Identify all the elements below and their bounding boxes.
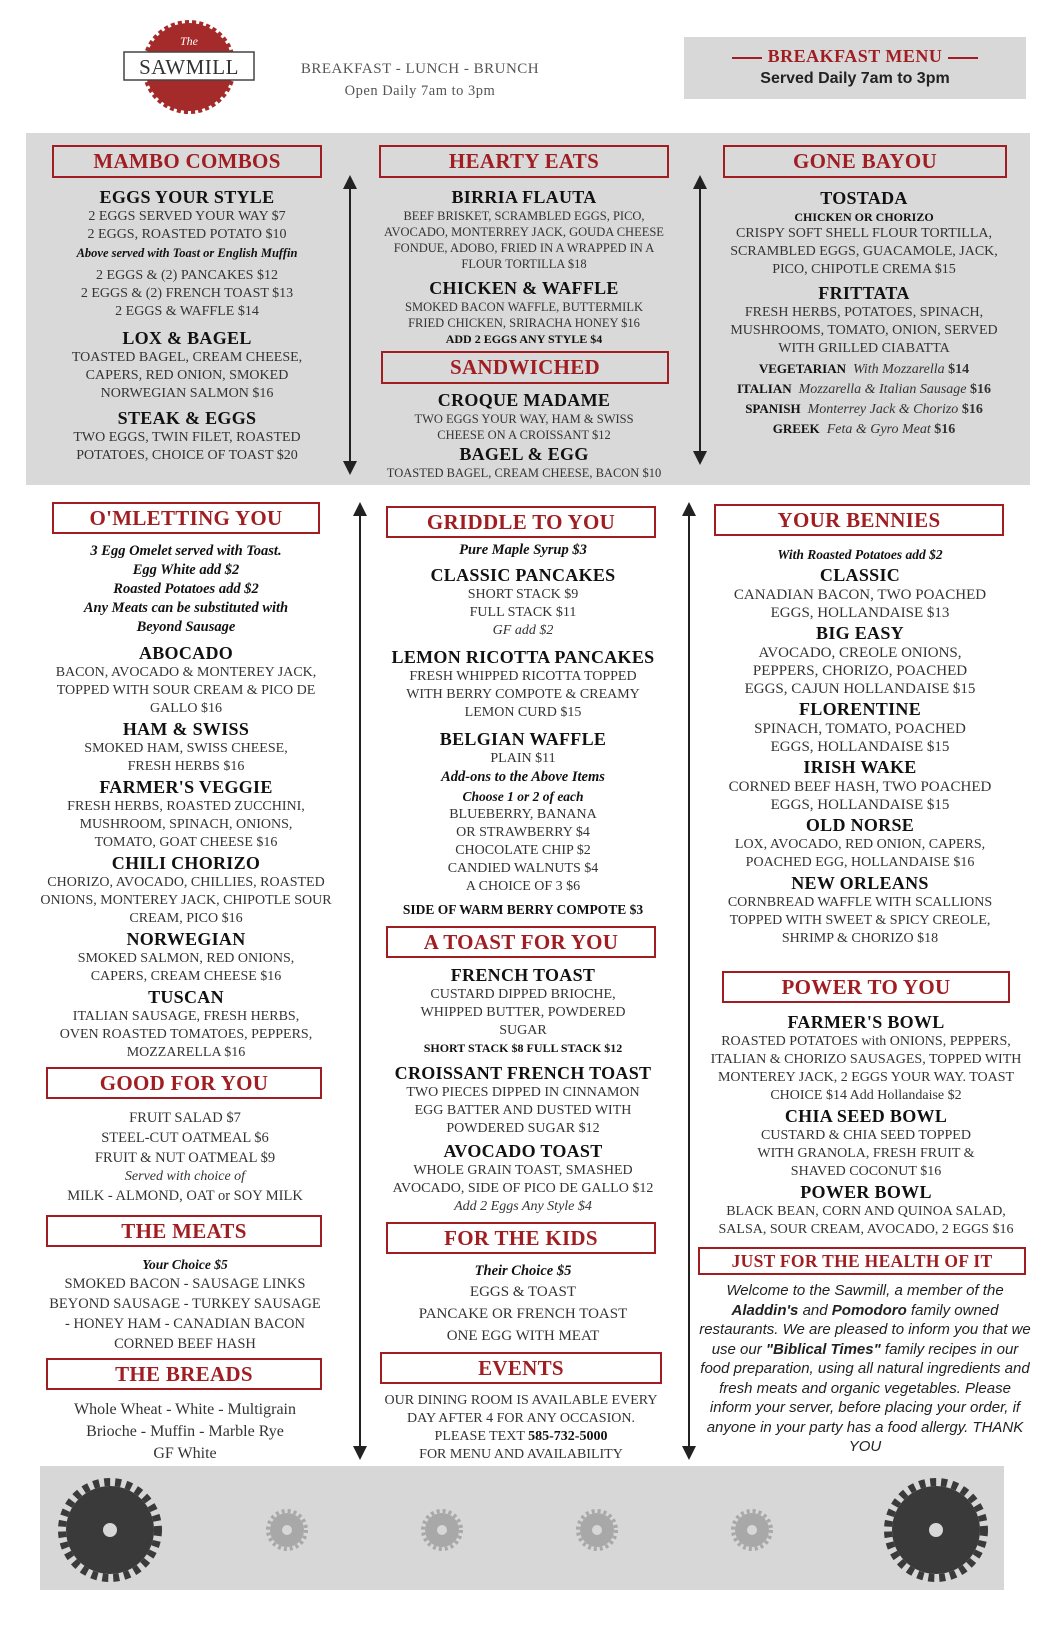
served-hours: Served Daily 7am to 3pm <box>760 70 950 87</box>
item-avocado-toast: AVOCADO TOAST <box>443 1141 603 1161</box>
item-desc: SHORT STACK $9 <box>467 587 579 602</box>
bottom-strip <box>40 1466 1004 1590</box>
variant-name: SPANISH <box>745 401 801 416</box>
item-desc: CHORIZO, AVOCADO, CHILLIES, ROASTED ONIONS, MONTEREY JACK, CHIPOTLE SOUR CREAM, PICO $16 <box>40 875 332 926</box>
variant-price: $14 <box>948 362 970 377</box>
menu-title-box <box>684 37 1026 99</box>
addon-item: BLUEBERRY, BANANA <box>449 807 597 822</box>
item-desc: TWO EGGS YOUR WAY, HAM & SWISS CHEESE ON A CROISSANT $12 <box>414 412 634 442</box>
good-item: MILK - ALMOND, OAT or SOY MILK <box>67 1188 303 1204</box>
item-old-norse: OLD NORSE <box>805 815 915 835</box>
omelet-note: 3 Egg Omelet served with Toast. <box>90 543 282 559</box>
item-norwegian: NORWEGIAN <box>126 929 246 949</box>
tagline-block <box>292 58 548 102</box>
item-desc: 2 EGGS & WAFFLE $14 <box>115 304 259 319</box>
item-florentine: FLORENTINE <box>798 699 922 719</box>
good-item: FRUIT & NUT OATMEAL $9 <box>94 1150 276 1166</box>
item-tuscan: TUSCAN <box>148 987 224 1007</box>
item-desc: CUSTARD DIPPED BRIOCHE, WHIPPED BUTTER, POWDERED SUGAR <box>420 987 626 1038</box>
section-bennies <box>712 545 1008 948</box>
griddle-syrup: Pure Maple Syrup $3 <box>459 542 587 558</box>
variant-price: $16 <box>961 402 983 417</box>
item-desc: CANADIAN BACON, TWO POACHED EGGS, HOLLANDAISE $13 <box>733 587 987 621</box>
section-header-meats: THE MEATS <box>46 1215 322 1247</box>
open-hours: Open Daily 7am to 3pm <box>344 83 496 99</box>
section-header-events: EVENTS <box>380 1352 662 1384</box>
item-desc: ITALIAN SAUSAGE, FRESH HERBS, OVEN ROASTED TOMATOES, PEPPERS, MOZZARELLA $16 <box>59 1009 313 1060</box>
item-desc: CORNED BEEF HASH, TWO POACHED EGGS, HOLLANDAISE $15 <box>728 779 992 813</box>
small-saw-icon <box>268 1511 306 1549</box>
item-desc: TOASTED BAGEL, CREAM CHEESE, CAPERS, RED ONION, SMOKED NORWEGIAN SALMON $16 <box>71 350 303 401</box>
brand-aladdins: Aladdin's <box>731 1301 799 1319</box>
health-text: family owned restaurants. We are pleased to inform you that we use our <box>699 1301 1031 1358</box>
section-header-toast: A TOAST FOR YOU <box>386 926 656 958</box>
section-power <box>700 1011 1032 1239</box>
item-desc: BEEF BRISKET, SCRAMBLED EGGS, PICO, AVOCADO, MONTERREY JACK, GOUDA CHEESE FONDUE, ADOBO, FRIED IN A WRAPPED IN A FLOUR TORTILLA $18 <box>384 209 664 271</box>
item-desc: BLACK BEAN, CORN AND QUINOA SALAD, SALSA, SOUR CREAM, AVOCADO, 2 EGGS $16 <box>718 1204 1014 1237</box>
omelet-note: Any Meats can be substituted with <box>83 600 289 616</box>
item-frittata: FRITTATA <box>818 283 910 303</box>
events-line: FOR MENU AND AVAILABILITY <box>419 1447 623 1462</box>
item-desc: 2 EGGS, ROASTED POTATO $10 <box>87 227 287 242</box>
small-saw-icon <box>578 1511 616 1549</box>
section-header-bayou: GONE BAYOU <box>723 145 1007 178</box>
meats-item: SMOKED BACON - SAUSAGE LINKS <box>64 1276 306 1292</box>
logo-the: The <box>180 34 198 48</box>
divider-arrow <box>343 175 357 475</box>
divider-arrow <box>682 502 696 1460</box>
section-meats <box>40 1255 330 1354</box>
events-text: PLEASE TEXT <box>434 1429 529 1444</box>
omelet-note: Egg White add $2 <box>132 562 240 578</box>
kids-item: PANCAKE OR FRENCH TOAST <box>418 1306 628 1322</box>
item-desc: FRESH WHIPPED RICOTTA TOPPED WITH BERRY COMPOTE & CREAMY LEMON CURD $15 <box>406 669 640 720</box>
item-power-bowl: POWER BOWL <box>800 1182 932 1202</box>
section-griddle <box>378 541 668 918</box>
addon-item: A CHOICE OF 3 $6 <box>465 879 581 894</box>
item-birria-flauta: BIRRIA FLAUTA <box>451 187 597 207</box>
divider-arrow <box>693 175 707 465</box>
item-note: Above served with Toast or English Muffin <box>76 246 298 260</box>
item-note: CHICKEN OR CHORIZO <box>794 210 934 224</box>
kids-item: ONE EGG WITH MEAT <box>446 1328 600 1344</box>
breads-item: Brioche - Muffin - Marble Rye <box>86 1423 284 1440</box>
item-chia-seed-bowl: CHIA SEED BOWL <box>784 1106 948 1126</box>
health-text: family recipes in our food preparation, using all natural ingredients and fresh meats and organic vegetables. Please inform your server, before placing your order, if anyone in your party has a food allergy. THANK YOU <box>700 1340 1030 1455</box>
addon-item: CANDIED WALNUTS $4 <box>447 861 599 876</box>
section-omelet <box>38 542 334 1062</box>
item-chili-chorizo: CHILI CHORIZO <box>111 853 261 873</box>
small-saw-icon <box>423 1511 461 1549</box>
item-lemon-ricotta: LEMON RICOTTA PANCAKES <box>391 647 655 667</box>
item-desc: CUSTARD & CHIA SEED TOPPED WITH GRANOLA, FRESH FRUIT & SHAVED COCONUT $16 <box>757 1128 975 1179</box>
item-irish-wake: IRISH WAKE <box>803 757 917 777</box>
item-bagel-egg: BAGEL & EGG <box>459 444 589 464</box>
variant-desc: Feta & Gyro Meat <box>826 422 931 437</box>
variant-price: $16 <box>934 422 956 437</box>
item-farmers-veggie: FARMER'S VEGGIE <box>99 777 273 797</box>
kids-choice: Their Choice $5 <box>474 1263 572 1279</box>
section-events <box>372 1392 670 1464</box>
health-text: Welcome to the Sawmill, a member of the <box>726 1282 1004 1299</box>
item-desc: SPINACH, TOMATO, POACHED EGGS, HOLLANDAISE $15 <box>754 721 966 755</box>
item-croque-madame: CROQUE MADAME <box>437 390 611 410</box>
item-belgian-waffle: BELGIAN WAFFLE <box>439 729 607 749</box>
meats-choice: Your Choice $5 <box>142 1257 228 1272</box>
item-desc: TWO PIECES DIPPED IN CINNAMON EGG BATTER AND DUSTED WITH POWDERED SUGAR $12 <box>406 1085 640 1136</box>
item-desc: LOX, AVOCADO, RED ONION, CAPERS, POACHED EGG, HOLLANDAISE $16 <box>734 837 986 870</box>
breads-item: GF White <box>153 1445 217 1462</box>
section-header-bennies: YOUR BENNIES <box>714 504 1004 536</box>
menu-title-text: BREAKFAST MENU <box>767 46 943 66</box>
item-desc: WHOLE GRAIN TOAST, SMASHED AVOCADO, SIDE OF PICO DE GALLO $12 <box>392 1163 654 1196</box>
meats-item: - HONEY HAM - CANADIAN BACON <box>65 1316 305 1332</box>
events-line: OUR DINING ROOM IS AVAILABLE EVERY <box>384 1393 658 1408</box>
item-eggs-your-style: EGGS YOUR STYLE <box>99 187 275 207</box>
item-french-toast: FRENCH TOAST <box>450 965 596 985</box>
item-note: ADD 2 EGGS ANY STYLE $4 <box>445 332 603 346</box>
item-lox-bagel: LOX & BAGEL <box>122 328 252 348</box>
item-ham-swiss: HAM & SWISS <box>122 719 250 739</box>
variant-desc: Monterrey Jack & Chorizo <box>807 402 959 417</box>
variant-name: ITALIAN <box>736 381 792 396</box>
divider-arrow <box>353 502 367 1460</box>
item-desc: AVOCADO, CREOLE ONIONS, PEPPERS, CHORIZO, POACHED EGGS, CAJUN HOLLANDAISE $15 <box>744 645 976 697</box>
section-header-health: JUST FOR THE HEALTH OF IT <box>698 1247 1026 1275</box>
item-desc: BACON, AVOCADO & MONTEREY JACK, TOPPED WITH SOUR CREAM & PICO DE GALLO $16 <box>55 665 317 716</box>
item-desc: SMOKED HAM, SWISS CHEESE, FRESH HERBS $16 <box>84 741 288 774</box>
section-header-hearty: HEARTY EATS <box>379 145 669 178</box>
item-tostada: TOSTADA <box>820 188 908 208</box>
section-header-breads: THE BREADS <box>46 1358 322 1390</box>
section-bayou <box>716 187 1012 440</box>
variant-desc: With Mozzarella <box>853 362 945 377</box>
item-new-orleans: NEW ORLEANS <box>791 873 929 893</box>
section-header-sandwiched: SANDWICHED <box>381 351 669 384</box>
omelet-note: Beyond Sausage <box>136 619 236 635</box>
addon-item: OR STRAWBERRY $4 <box>456 825 590 840</box>
section-header-griddle: GRIDDLE TO YOU <box>386 506 656 538</box>
health-paragraph <box>698 1281 1032 1457</box>
item-desc: SMOKED BACON WAFFLE, BUTTERMILK FRIED CHICKEN, SRIRACHA HONEY $16 <box>405 300 643 330</box>
item-desc: TOASTED BAGEL, CREAM CHEESE, BACON $10 <box>386 466 662 480</box>
good-item: FRUIT SALAD $7 <box>129 1110 241 1126</box>
section-header-power: POWER TO YOU <box>722 971 1010 1003</box>
addons-title: Add-ons to the Above Items <box>441 769 605 785</box>
item-abocado: ABOCADO <box>138 643 234 663</box>
item-classic-benny: CLASSIC <box>819 565 901 585</box>
events-line <box>372 1428 670 1446</box>
frittata-variant <box>716 360 1012 380</box>
item-desc: ROASTED POTATOES with ONIONS, PEPPERS, ITALIAN & CHORIZO SAUSAGES, TOPPED WITH MONTEREY JACK, 2 EGGS YOUR WAY. TOAST CHOICE $14 Add Hollandaise $2 <box>710 1034 1022 1103</box>
section-breads <box>40 1399 330 1465</box>
item-big-easy: BIG EASY <box>816 623 904 643</box>
events-line: DAY AFTER 4 FOR ANY OCCASION. <box>407 1411 635 1426</box>
item-classic-pancakes: CLASSIC PANCAKES <box>430 565 616 585</box>
variant-name: VEGETARIAN <box>758 361 846 376</box>
events-phone[interactable]: 585-732-5000 <box>528 1429 608 1444</box>
biblical-times: "Biblical Times" <box>765 1340 881 1358</box>
good-item: STEEL-CUT OATMEAL $6 <box>101 1130 269 1146</box>
section-header-kids: FOR THE KIDS <box>386 1222 656 1254</box>
small-saw-icon <box>733 1511 771 1549</box>
item-desc: CORNBREAD WAFFLE WITH SCALLIONS TOPPED WITH SWEET & SPICY CREOLE, SHRIMP & CHORIZO $18 <box>727 895 993 946</box>
variant-desc: Mozzarella & Italian Sausage <box>798 382 967 397</box>
frittata-variant <box>716 380 1012 400</box>
item-desc: FRESH HERBS, ROASTED ZUCCHINI, MUSHROOM, SPINACH, ONIONS, TOMATO, GOAT CHEESE $16 <box>67 799 305 850</box>
saw-blade-icon <box>888 1482 984 1578</box>
breads-item: Whole Wheat - White - Multigrain <box>73 1401 296 1418</box>
omelet-note: Roasted Potatoes add $2 <box>113 581 259 597</box>
sawmill-logo <box>122 20 256 114</box>
saw-blade-icon <box>62 1482 158 1578</box>
bennies-note: With Roasted Potatoes add $2 <box>777 547 943 562</box>
logo-name: SAWMILL <box>139 55 239 79</box>
item-desc: SMOKED SALMON, RED ONIONS, CAPERS, CREAM CHEESE $16 <box>77 951 295 984</box>
menu-title <box>684 46 1026 67</box>
frittata-variant <box>716 400 1012 420</box>
item-desc: FULL STACK $11 <box>469 605 577 620</box>
addon-item: CHOCOLATE CHIP $2 <box>455 843 591 858</box>
item-desc: 2 EGGS SERVED YOUR WAY $7 <box>88 209 286 224</box>
item-desc: PLAIN $11 <box>490 751 556 766</box>
section-header-omelet: O'MLETTING YOU <box>52 502 320 534</box>
health-text: and <box>798 1301 832 1319</box>
item-farmers-bowl: FARMER'S BOWL <box>787 1012 945 1032</box>
brand-pomodoro: Pomodoro <box>831 1301 907 1319</box>
item-desc: 2 EGGS & (2) PANCAKES $12 <box>96 268 278 283</box>
tagline: BREAKFAST - LUNCH - BRUNCH <box>300 61 540 77</box>
item-desc: TWO EGGS, TWIN FILET, ROASTED POTATOES, CHOICE OF TOAST $20 <box>73 430 301 463</box>
item-note: SHORT STACK $8 FULL STACK $12 <box>423 1041 623 1055</box>
item-croissant-french-toast: CROISSANT FRENCH TOAST <box>394 1063 652 1083</box>
item-steak-eggs: STEAK & EGGS <box>117 408 257 428</box>
section-sandwiched <box>372 389 676 481</box>
section-header-mambo: MAMBO COMBOS <box>52 145 322 178</box>
variant-price: $16 <box>970 382 992 397</box>
item-desc: CRISPY SOFT SHELL FLOUR TORTILLA, SCRAMBLED EGGS, GUACAMOLE, JACK, PICO, CHIPOTLE CREMA $15 <box>730 226 998 277</box>
item-desc: 2 EGGS & (2) FRENCH TOAST $13 <box>80 286 294 301</box>
item-desc: FRESH HERBS, POTATOES, SPINACH, MUSHROOMS, TOMATO, ONION, SERVED WITH GRILLED CIABATTA <box>730 305 998 356</box>
section-toast <box>378 964 668 1216</box>
good-note: Served with choice of <box>124 1169 246 1184</box>
item-note: Add 2 Eggs Any Style $4 <box>454 1199 592 1214</box>
kids-item: EGGS & TOAST <box>469 1284 577 1300</box>
addons-choose: Choose 1 or 2 of each <box>462 789 584 804</box>
frittata-variant <box>716 420 1012 440</box>
item-note: GF add $2 <box>492 623 554 638</box>
section-header-good: GOOD FOR YOU <box>46 1067 322 1099</box>
section-hearty <box>372 186 676 347</box>
section-kids <box>378 1262 668 1347</box>
meats-item: BEYOND SAUSAGE - TURKEY SAUSAGE <box>49 1296 321 1312</box>
item-chicken-waffle: CHICKEN & WAFFLE <box>429 278 619 298</box>
section-good <box>40 1108 330 1206</box>
variant-name: GREEK <box>772 421 820 436</box>
meats-item: CORNED BEEF HASH <box>114 1336 256 1352</box>
section-mambo <box>48 186 326 465</box>
side-compote: SIDE OF WARM BERRY COMPOTE $3 <box>402 902 644 917</box>
